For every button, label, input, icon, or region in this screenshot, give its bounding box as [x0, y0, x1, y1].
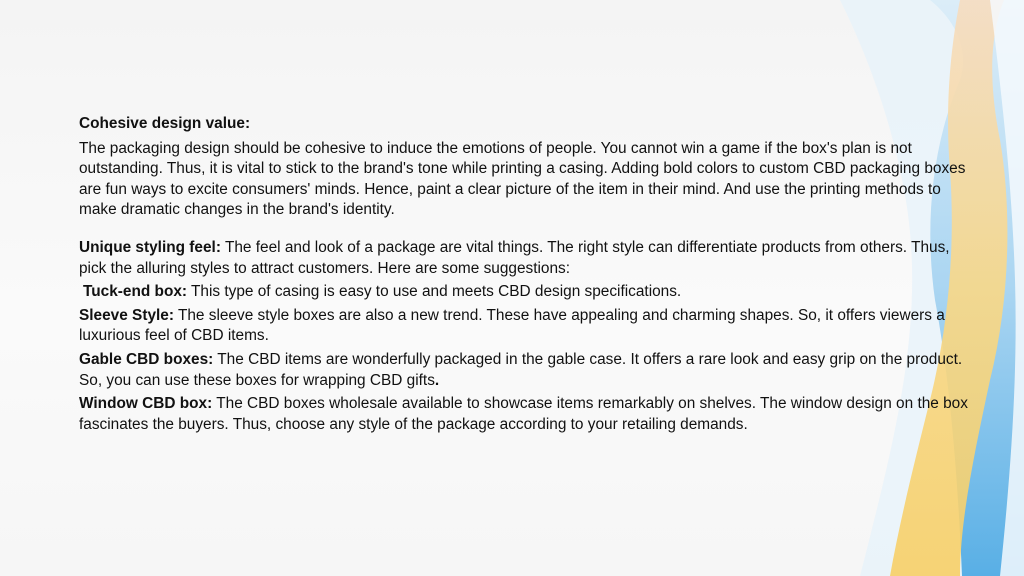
suggestion-text: The CBD items are wonderfully packaged in the gable case. It offers a rare look and easy grip on the product. So, you can use these boxes for wrapping CBD gifts: [79, 350, 963, 389]
section-heading: Cohesive design value:: [79, 115, 251, 132]
styling-paragraph: [79, 238, 974, 279]
text-content: [79, 114, 974, 435]
suggestion-end-mark: .: [434, 371, 440, 389]
suggestion-label: Tuck-end box:: [83, 283, 188, 301]
suggestion-label: Window CBD box:: [79, 395, 213, 413]
styling-text: The feel and look of a package are vital things. The right style can differentiate products from others. Thus, pick the alluring styles to attract customers. Here are some suggestions:: [79, 238, 950, 277]
styling-label: Unique styling feel:: [79, 238, 221, 256]
suggestion-gable-box: [79, 350, 974, 391]
suggestion-text: The sleeve style boxes are also a new trend. These have appealing and charming shapes. So, it offers viewers a luxurious feel of CBD items.: [79, 306, 945, 345]
suggestion-sleeve-style: [79, 306, 974, 347]
suggestion-tuck-end: [79, 282, 974, 303]
suggestion-window-box: [79, 394, 974, 435]
suggestion-label: Gable CBD boxes:: [79, 350, 214, 368]
suggestion-label: Sleeve Style:: [79, 306, 174, 324]
intro-paragraph: The packaging design should be cohesive to induce the emotions of people. You cannot win a game if the box's plan is not outstanding. Thus, it is vital to stick to the brand's tone while printing a casing. Adding bold colors to custom CBD packaging boxes are fun ways to excite consumers' minds. Hence, paint a clear picture of the item in their mind. And use the printing methods to make dramatic changes in the brand's identity.: [79, 139, 966, 219]
suggestion-text: This type of casing is easy to use and meets CBD design specifications.: [187, 283, 682, 301]
suggestion-text: The CBD boxes wholesale available to showcase items remarkably on shelves. The window design on the box fascinates the buyers. Thus, choose any style of the package according to your retailing demands.: [79, 395, 968, 433]
